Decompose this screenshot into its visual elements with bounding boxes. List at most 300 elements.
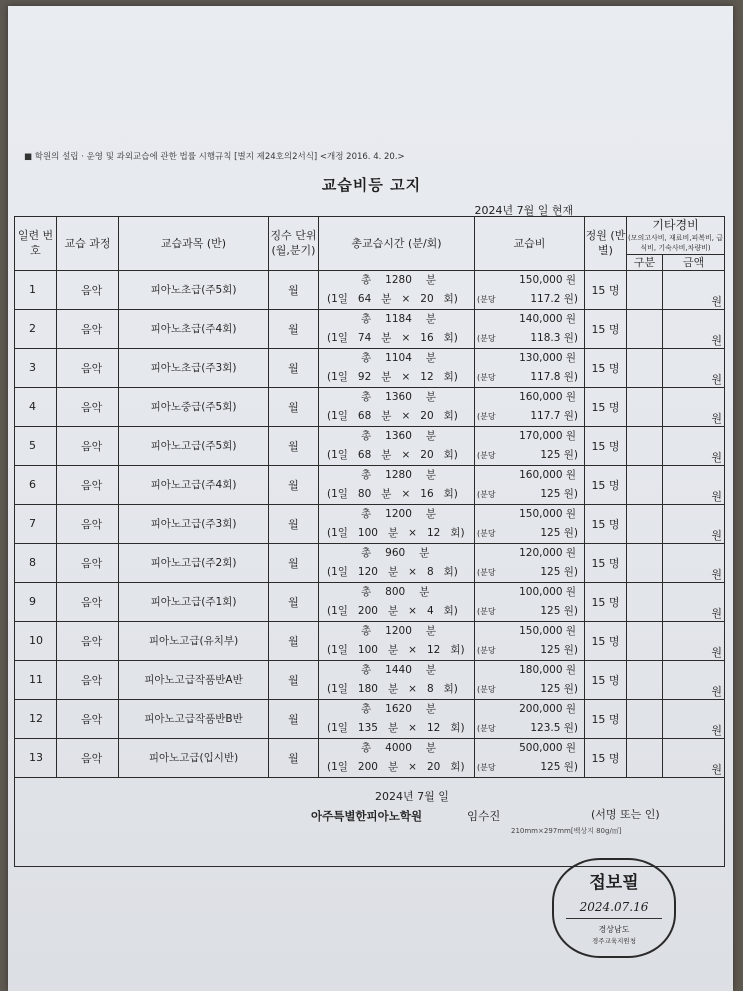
per-day-label: (1일 — [327, 409, 348, 422]
per-day-minutes: 200 — [357, 760, 378, 773]
times-sign: × — [401, 370, 411, 383]
row-fee — [475, 309, 585, 348]
row-no: 9 — [15, 582, 57, 621]
won-label: 원 — [565, 429, 576, 442]
won-label: 원 — [565, 507, 576, 520]
row-other-amount: 원 — [663, 309, 725, 348]
minutes-label: 분 — [425, 702, 437, 715]
table-row — [15, 543, 725, 582]
minutes-label: 분 — [381, 409, 392, 422]
row-course: 음악 — [57, 348, 119, 387]
row-other-amount: 원 — [663, 348, 725, 387]
won-label: 원 — [565, 546, 576, 559]
table-row — [15, 309, 725, 348]
row-unit: 월 — [269, 582, 319, 621]
per-minute-fee: 117.2 — [530, 292, 561, 305]
session-count: 16 — [420, 331, 434, 344]
per-day-label: (1일 — [327, 487, 348, 500]
fee-amount: 150,000 — [519, 273, 563, 286]
row-course: 음악 — [57, 465, 119, 504]
footer-date: 2024년 7월 일 — [375, 789, 449, 803]
row-unit: 월 — [269, 309, 319, 348]
row-time — [319, 621, 475, 660]
row-capacity: 15 명 — [585, 504, 627, 543]
total-minutes: 960 — [385, 546, 406, 559]
row-other-type — [627, 426, 663, 465]
times-sign: × — [408, 643, 417, 656]
row-unit: 월 — [269, 465, 319, 504]
per-minute-label: (분당 — [477, 723, 496, 733]
minutes-label: 분 — [425, 312, 437, 325]
total-label: 총 — [361, 312, 372, 325]
times-sign: × — [401, 448, 411, 461]
per-day-label: (1일 — [327, 643, 348, 656]
per-minute-label: (분당 — [477, 411, 496, 421]
per-day-label: (1일 — [327, 448, 348, 461]
session-count: 12 — [426, 526, 441, 539]
sessions-label: 회) — [443, 487, 458, 500]
sessions-label: 회) — [443, 370, 458, 383]
minutes-label: 분 — [387, 721, 399, 734]
per-minute-label: (분당 — [477, 489, 496, 499]
minutes-label: 분 — [419, 585, 430, 598]
sessions-label: 회) — [450, 760, 465, 773]
header-course: 교습 과정 — [57, 216, 119, 270]
per-minute-fee: 125 — [540, 565, 561, 578]
row-no: 10 — [15, 621, 57, 660]
row-other-type — [627, 621, 663, 660]
per-day-label: (1일 — [327, 565, 348, 578]
won-close-label: 원) — [563, 292, 578, 305]
row-other-type — [627, 543, 663, 582]
total-minutes: 800 — [385, 585, 406, 598]
total-label: 총 — [361, 429, 372, 442]
fee-amount: 140,000 — [519, 312, 563, 325]
row-fee — [475, 621, 585, 660]
per-minute-fee: 118.3 — [530, 331, 561, 344]
total-minutes: 1360 — [385, 429, 412, 442]
fee-amount: 200,000 — [519, 702, 563, 715]
row-other-type — [627, 699, 663, 738]
row-unit: 월 — [269, 621, 319, 660]
row-subject: 피아노고급(주1회) — [119, 582, 269, 621]
row-course: 음악 — [57, 582, 119, 621]
times-sign: × — [401, 331, 411, 344]
per-day-minutes: 120 — [357, 565, 378, 578]
row-course: 음악 — [57, 387, 119, 426]
per-day-label: (1일 — [327, 526, 348, 539]
row-unit: 월 — [269, 348, 319, 387]
row-subject: 피아노초급(주4회) — [119, 309, 269, 348]
header-subject: 교습과목 (반) — [119, 216, 269, 270]
row-no: 7 — [15, 504, 57, 543]
row-capacity: 15 명 — [585, 738, 627, 777]
won-close-label: 원) — [563, 643, 578, 656]
minutes-label: 분 — [425, 741, 437, 754]
row-other-amount: 원 — [663, 738, 725, 777]
won-label: 원 — [565, 585, 576, 598]
minutes-label: 분 — [381, 370, 392, 383]
table-row — [15, 699, 725, 738]
total-minutes: 1104 — [385, 351, 412, 364]
minutes-label: 분 — [387, 643, 399, 656]
row-capacity: 15 명 — [585, 348, 627, 387]
row-course: 음악 — [57, 543, 119, 582]
table-row — [15, 348, 725, 387]
header-other-type: 구분 — [627, 254, 663, 270]
won-label: 원 — [565, 702, 576, 715]
row-no: 2 — [15, 309, 57, 348]
row-unit: 월 — [269, 270, 319, 309]
per-day-minutes: 100 — [357, 643, 378, 656]
per-minute-label: (분당 — [477, 645, 496, 655]
row-course: 음악 — [57, 621, 119, 660]
table-row — [15, 621, 725, 660]
row-other-amount: 원 — [663, 426, 725, 465]
header-other-note: (모의고사비, 재료비,피복비, 급식비, 기숙사비,차량비) — [627, 233, 723, 252]
won-close-label: 원) — [563, 448, 578, 461]
sessions-label: 회) — [443, 604, 458, 617]
minutes-label: 분 — [387, 760, 399, 773]
total-label: 총 — [361, 507, 372, 520]
row-capacity: 15 명 — [585, 465, 627, 504]
per-minute-label: (분당 — [477, 450, 496, 460]
stamp-divider — [566, 918, 662, 919]
row-other-amount: 원 — [663, 504, 725, 543]
per-minute-label: (분당 — [477, 294, 496, 304]
row-no: 3 — [15, 348, 57, 387]
per-minute-label: (분당 — [477, 333, 496, 343]
session-count: 20 — [426, 760, 441, 773]
per-minute-fee: 125 — [540, 760, 561, 773]
times-sign: × — [408, 565, 417, 578]
row-other-type — [627, 504, 663, 543]
fee-amount: 150,000 — [519, 624, 563, 637]
row-course: 음악 — [57, 270, 119, 309]
row-subject: 피아노고급(주4회) — [119, 465, 269, 504]
sessions-label: 회) — [443, 682, 458, 695]
total-label: 총 — [361, 585, 372, 598]
minutes-label: 분 — [387, 526, 399, 539]
won-label: 원 — [565, 741, 576, 754]
row-no: 5 — [15, 426, 57, 465]
total-minutes: 1280 — [385, 273, 412, 286]
total-minutes: 1620 — [385, 702, 412, 715]
row-subject: 피아노고급(주2회) — [119, 543, 269, 582]
table-row — [15, 660, 725, 699]
row-subject: 피아노고급(주5회) — [119, 426, 269, 465]
row-capacity: 15 명 — [585, 270, 627, 309]
row-no: 4 — [15, 387, 57, 426]
per-day-minutes: 80 — [357, 487, 372, 500]
won-close-label: 원) — [563, 487, 578, 500]
row-no: 13 — [15, 738, 57, 777]
header-unit: 징수 단위 (월,분기) — [269, 216, 319, 270]
session-count: 20 — [420, 448, 434, 461]
fee-amount: 180,000 — [519, 663, 563, 676]
per-minute-label: (분당 — [477, 762, 496, 772]
per-minute-fee: 125 — [540, 604, 561, 617]
per-day-label: (1일 — [327, 292, 348, 305]
won-label: 원 — [565, 351, 576, 364]
session-count: 12 — [426, 643, 441, 656]
row-course: 음악 — [57, 309, 119, 348]
total-minutes: 4000 — [385, 741, 412, 754]
row-subject: 피아노고급(유치부) — [119, 621, 269, 660]
minutes-label: 분 — [425, 351, 437, 364]
fee-amount: 150,000 — [519, 507, 563, 520]
row-other-amount: 원 — [663, 660, 725, 699]
times-sign: × — [408, 526, 417, 539]
won-close-label: 원) — [563, 409, 578, 422]
row-capacity: 15 명 — [585, 621, 627, 660]
footer-paper-size: 210mm×297mm[백상지 80g/㎡] — [511, 826, 622, 835]
sessions-label: 회) — [443, 409, 458, 422]
row-time — [319, 348, 475, 387]
session-count: 20 — [420, 409, 434, 422]
minutes-label: 분 — [425, 273, 437, 286]
row-other-amount: 원 — [663, 621, 725, 660]
per-minute-label: (분당 — [477, 372, 496, 382]
row-fee — [475, 504, 585, 543]
row-no: 11 — [15, 660, 57, 699]
row-time — [319, 738, 475, 777]
row-subject: 피아노고급(입시반) — [119, 738, 269, 777]
row-other-amount: 원 — [663, 582, 725, 621]
total-minutes: 1184 — [385, 312, 412, 325]
total-label: 총 — [361, 390, 372, 403]
session-count: 4 — [426, 604, 434, 617]
session-count: 16 — [420, 487, 434, 500]
table-row — [15, 465, 725, 504]
total-minutes: 1200 — [385, 507, 412, 520]
row-fee — [475, 387, 585, 426]
row-other-type — [627, 660, 663, 699]
per-minute-fee: 125 — [540, 643, 561, 656]
minutes-label: 분 — [425, 507, 437, 520]
minutes-label: 분 — [425, 468, 437, 481]
fee-amount: 130,000 — [519, 351, 563, 364]
won-label: 원 — [565, 663, 576, 676]
row-course: 음악 — [57, 699, 119, 738]
times-sign: × — [401, 487, 411, 500]
header-other-amount: 금액 — [663, 254, 725, 270]
total-minutes: 1440 — [385, 663, 412, 676]
won-label: 원 — [565, 273, 576, 286]
header-time: 총교습시간 (분/회) — [319, 216, 475, 270]
sessions-label: 회) — [450, 643, 465, 656]
times-sign: × — [401, 292, 411, 305]
per-minute-fee: 125 — [540, 682, 561, 695]
header-capacity: 정원 (반별) — [585, 216, 627, 270]
won-close-label: 원) — [563, 526, 578, 539]
header-fee: 교습비 — [475, 216, 585, 270]
row-fee — [475, 348, 585, 387]
per-day-label: (1일 — [327, 760, 348, 773]
session-count: 8 — [426, 682, 434, 695]
total-label: 총 — [361, 273, 372, 286]
total-label: 총 — [361, 351, 372, 364]
row-subject: 피아노초급(주5회) — [119, 270, 269, 309]
row-course: 음악 — [57, 426, 119, 465]
row-subject: 피아노중급(주5회) — [119, 387, 269, 426]
row-subject: 피아노고급(주3회) — [119, 504, 269, 543]
per-minute-fee: 123.5 — [530, 721, 561, 734]
row-fee — [475, 582, 585, 621]
legal-reference: ■ 학원의 설립 · 운영 및 과외교습에 관한 법률 시행규칙 [별지 제24호의2서식] <개정 2016. 4. 20.> — [24, 152, 405, 162]
row-unit: 월 — [269, 699, 319, 738]
row-other-type — [627, 309, 663, 348]
fee-amount: 500,000 — [519, 741, 563, 754]
row-subject: 피아노고급작품반B반 — [119, 699, 269, 738]
sessions-label: 회) — [443, 292, 458, 305]
sessions-label: 회) — [450, 526, 465, 539]
per-minute-fee: 125 — [540, 448, 561, 461]
per-day-minutes: 100 — [357, 526, 378, 539]
row-other-amount: 원 — [663, 543, 725, 582]
row-fee — [475, 270, 585, 309]
session-count: 8 — [426, 565, 434, 578]
per-day-minutes: 68 — [357, 448, 372, 461]
row-capacity: 15 명 — [585, 543, 627, 582]
row-other-type — [627, 582, 663, 621]
row-capacity: 15 명 — [585, 660, 627, 699]
row-time — [319, 309, 475, 348]
row-capacity: 15 명 — [585, 426, 627, 465]
per-day-label: (1일 — [327, 721, 348, 734]
won-close-label: 원) — [563, 604, 578, 617]
row-time — [319, 270, 475, 309]
won-close-label: 원) — [563, 565, 578, 578]
won-label: 원 — [565, 468, 576, 481]
header-other-costs — [627, 216, 725, 254]
footer-signature-area — [15, 777, 725, 866]
won-label: 원 — [565, 312, 576, 325]
row-time — [319, 543, 475, 582]
row-capacity: 15 명 — [585, 387, 627, 426]
per-day-minutes: 68 — [357, 409, 372, 422]
row-other-type — [627, 465, 663, 504]
minutes-label: 분 — [387, 682, 399, 695]
row-no: 6 — [15, 465, 57, 504]
table-row — [15, 738, 725, 777]
row-fee — [475, 426, 585, 465]
fee-amount: 170,000 — [519, 429, 563, 442]
won-close-label: 원) — [563, 721, 578, 734]
row-other-amount: 원 — [663, 270, 725, 309]
total-label: 총 — [361, 624, 372, 637]
minutes-label: 분 — [381, 331, 392, 344]
row-unit: 월 — [269, 504, 319, 543]
footer-owner-name: 임수진 — [467, 808, 501, 823]
row-no: 8 — [15, 543, 57, 582]
won-close-label: 원) — [563, 331, 578, 344]
per-day-label: (1일 — [327, 370, 348, 383]
row-course: 음악 — [57, 660, 119, 699]
minutes-label: 분 — [381, 487, 392, 500]
total-minutes: 1280 — [385, 468, 412, 481]
minutes-label: 분 — [381, 448, 392, 461]
minutes-label: 분 — [425, 429, 437, 442]
row-capacity: 15 명 — [585, 582, 627, 621]
won-close-label: 원) — [563, 370, 578, 383]
minutes-label: 분 — [425, 663, 437, 676]
per-minute-fee: 117.8 — [530, 370, 561, 383]
total-minutes: 1200 — [385, 624, 412, 637]
row-subject: 피아노초급(주3회) — [119, 348, 269, 387]
per-minute-label: (분당 — [477, 567, 496, 577]
row-other-type — [627, 270, 663, 309]
per-day-minutes: 200 — [357, 604, 378, 617]
per-day-minutes: 74 — [357, 331, 372, 344]
row-unit: 월 — [269, 738, 319, 777]
table-row — [15, 426, 725, 465]
session-count: 12 — [420, 370, 434, 383]
per-day-minutes: 64 — [357, 292, 372, 305]
fee-amount: 120,000 — [519, 546, 563, 559]
minutes-label: 분 — [381, 292, 392, 305]
per-day-minutes: 92 — [357, 370, 372, 383]
stamp-date: 2024.07.16 — [579, 900, 649, 914]
row-fee — [475, 738, 585, 777]
row-other-amount: 원 — [663, 387, 725, 426]
row-fee — [475, 543, 585, 582]
sessions-label: 회) — [443, 565, 458, 578]
as-of-date: 2024년 7월 일 현재 — [474, 204, 574, 216]
table-row — [15, 582, 725, 621]
sessions-label: 회) — [443, 448, 458, 461]
times-sign: × — [408, 604, 417, 617]
table-row — [15, 270, 725, 309]
total-label: 총 — [361, 663, 372, 676]
header-no: 일련 번호 — [15, 216, 57, 270]
won-label: 원 — [565, 624, 576, 637]
per-minute-label: (분당 — [477, 528, 496, 538]
row-other-type — [627, 387, 663, 426]
per-minute-fee: 125 — [540, 526, 561, 539]
total-label: 총 — [361, 546, 372, 559]
minutes-label: 분 — [425, 390, 437, 403]
won-close-label: 원) — [563, 682, 578, 695]
row-subject: 피아노고급작품반A반 — [119, 660, 269, 699]
row-time — [319, 699, 475, 738]
per-day-label: (1일 — [327, 604, 348, 617]
row-capacity: 15 명 — [585, 309, 627, 348]
stamp-province: 경상남도 — [598, 925, 630, 934]
per-day-label: (1일 — [327, 682, 348, 695]
table-row — [15, 504, 725, 543]
won-close-label: 원) — [563, 760, 578, 773]
total-label: 총 — [361, 468, 372, 481]
header-other-title: 기타경비 — [652, 217, 699, 232]
minutes-label: 분 — [387, 565, 399, 578]
row-time — [319, 504, 475, 543]
footer-signature-note: (서명 또는 인) — [591, 807, 660, 821]
row-other-amount: 원 — [663, 465, 725, 504]
minutes-label: 분 — [419, 546, 430, 559]
won-label: 원 — [565, 390, 576, 403]
minutes-label: 분 — [387, 604, 399, 617]
row-time — [319, 465, 475, 504]
row-unit: 월 — [269, 426, 319, 465]
row-unit: 월 — [269, 660, 319, 699]
row-fee — [475, 660, 585, 699]
document-title: 교습비등 고지 — [321, 176, 422, 194]
times-sign: × — [408, 760, 417, 773]
total-minutes: 1360 — [385, 390, 412, 403]
row-course: 음악 — [57, 504, 119, 543]
row-other-type — [627, 738, 663, 777]
